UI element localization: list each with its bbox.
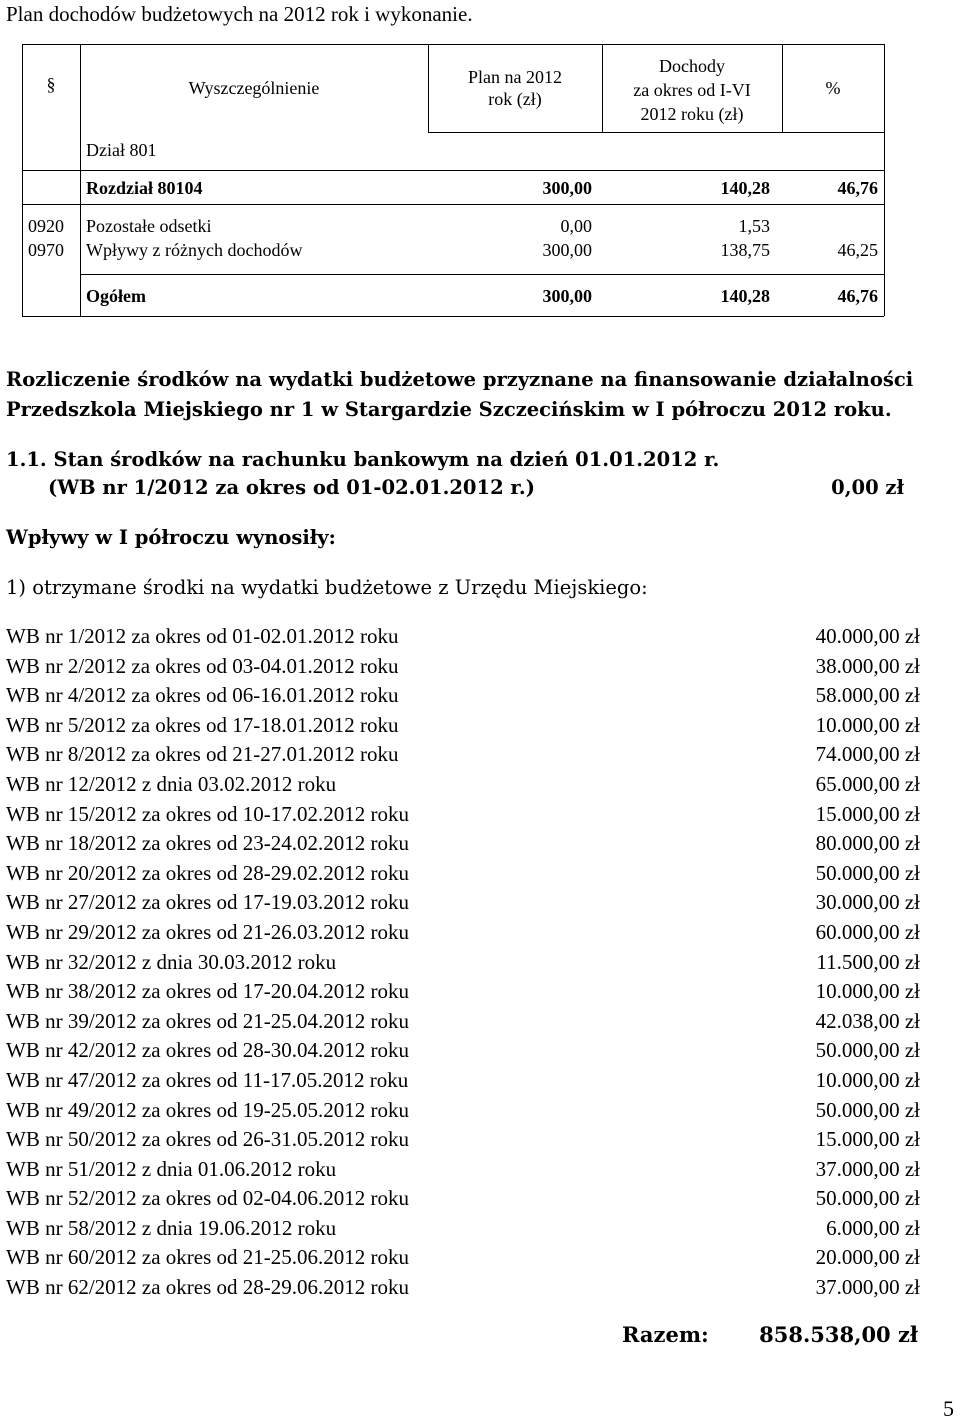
list-item — [6, 1245, 920, 1275]
list-item — [6, 772, 920, 802]
row-plan: 300,00 — [542, 240, 592, 260]
entry-description: WB nr 29/2012 za okres od 21-26.03.2012 roku — [6, 919, 410, 944]
list-item — [6, 1068, 920, 1098]
list-item — [6, 920, 920, 950]
entry-description: WB nr 4/2012 za okres od 06-16.01.2012 roku — [6, 683, 399, 708]
list-item — [6, 713, 920, 743]
total-label: Ogółem — [86, 286, 146, 306]
list-item — [6, 742, 920, 772]
entry-amount: 20.000,00 zł — [815, 1245, 920, 1270]
entry-amount: 50.000,00 zł — [815, 1038, 920, 1063]
list-item — [6, 683, 920, 713]
list-item — [6, 1127, 920, 1157]
settlement-heading-line1: Rozliczenie środków na wydatki budżetowe przyznane na finansowanie działalności — [6, 368, 914, 391]
page-number: 5 — [943, 1396, 954, 1421]
entry-amount: 10.000,00 zł — [815, 1067, 920, 1092]
entry-description: WB nr 18/2012 za okres od 23-24.02.2012 roku — [6, 831, 410, 856]
entry-amount: 80.000,00 zł — [815, 831, 920, 856]
entry-description: WB nr 51/2012 z dnia 01.06.2012 roku — [6, 1156, 337, 1181]
table-border-right — [884, 44, 885, 316]
rozdzial-plan: 300,00 — [542, 178, 592, 198]
header-paragraph: § — [46, 74, 56, 94]
list-item — [6, 890, 920, 920]
entry-amount: 38.000,00 zł — [815, 653, 920, 678]
header-percent: % — [825, 78, 841, 98]
entry-amount: 50.000,00 zł — [815, 1186, 920, 1211]
header-plan: Plan na 2012 rok (zł) — [468, 67, 562, 109]
page-title: Plan dochodów budżetowych na 2012 rok i wykonanie. — [6, 2, 473, 26]
row-code: 0920 — [28, 216, 64, 236]
entry-description: WB nr 42/2012 za okres od 28-30.04.2012 roku — [6, 1038, 410, 1063]
entry-amount: 50.000,00 zł — [815, 1097, 920, 1122]
entry-amount: 65.000,00 zł — [815, 771, 920, 796]
total-income: 140,28 — [720, 286, 770, 306]
entry-description: WB nr 47/2012 za okres od 11-17.05.2012 roku — [6, 1067, 409, 1092]
entry-description: WB nr 2/2012 za okres od 03-04.01.2012 roku — [6, 653, 399, 678]
list-item — [6, 1038, 920, 1068]
entry-amount: 40.000,00 zł — [815, 624, 920, 648]
entry-amount: 11.500,00 zł — [816, 949, 920, 974]
list-item — [6, 1186, 920, 1216]
entry-amount: 37.000,00 zł — [815, 1275, 920, 1300]
total-plan: 300,00 — [542, 286, 592, 306]
table-border-top — [22, 44, 884, 45]
entry-description: WB nr 20/2012 za okres od 28-29.02.2012 roku — [6, 860, 410, 885]
entry-amount: 58.000,00 zł — [815, 683, 920, 708]
entry-description: WB nr 58/2012 z dnia 19.06.2012 roku — [6, 1215, 337, 1240]
entry-amount: 50.000,00 zł — [815, 860, 920, 885]
entry-amount: 6.000,00 zł — [826, 1215, 920, 1240]
entry-description: WB nr 39/2012 za okres od 21-25.04.2012 roku — [6, 1008, 410, 1033]
dzial-label: Dział 801 — [86, 140, 157, 160]
entry-amount: 15.000,00 zł — [815, 801, 920, 826]
list-item — [6, 831, 920, 861]
income-heading: Wpływy w I półroczu wynosiły: — [6, 526, 336, 549]
table-header-underline — [428, 132, 884, 133]
rozdzial-income: 140,28 — [720, 178, 770, 198]
opening-balance: 0,00 zł — [831, 476, 904, 499]
entry-amount: 10.000,00 zł — [815, 979, 920, 1004]
entry-description: WB nr 12/2012 z dnia 03.02.2012 roku — [6, 771, 337, 796]
row-name: Pozostałe odsetki — [86, 216, 212, 236]
table-line-rozdzial — [22, 204, 884, 205]
list-item — [6, 1275, 920, 1305]
total-amount: 858.538,00 zł — [759, 1322, 918, 1347]
list-item — [6, 802, 920, 832]
entry-description: WB nr 27/2012 za okres od 17-19.03.2012 roku — [6, 890, 410, 915]
table-line-rows — [80, 274, 884, 275]
entry-description: WB nr 1/2012 za okres od 01-02.01.2012 roku — [6, 624, 399, 648]
entry-description: WB nr 15/2012 za okres od 10-17.02.2012 roku — [6, 801, 410, 826]
table-line-dzial — [22, 170, 884, 171]
entry-description: WB nr 60/2012 za okres od 21-25.06.2012 roku — [6, 1245, 410, 1270]
list-item — [6, 1098, 920, 1128]
list-item — [6, 861, 920, 891]
entry-description: WB nr 5/2012 za okres od 17-18.01.2012 roku — [6, 712, 399, 737]
row-name: Wpływy z różnych dochodów — [86, 240, 303, 260]
header-income: Dochody za okres od I-VI 2012 roku (zł) — [633, 56, 751, 124]
list-item — [6, 1157, 920, 1187]
entry-description: WB nr 8/2012 za okres od 21-27.01.2012 roku — [6, 742, 399, 767]
bank-statement-list — [6, 624, 920, 1305]
entry-amount: 30.000,00 zł — [815, 890, 920, 915]
total-percent: 46,76 — [837, 286, 878, 306]
entry-amount: 60.000,00 zł — [815, 919, 920, 944]
total-label: Razem: — [622, 1322, 709, 1347]
table-border-bottom — [22, 316, 884, 317]
entry-amount: 74.000,00 zł — [815, 742, 920, 767]
rozdzial-label: Rozdział 80104 — [86, 178, 203, 198]
row-code: 0970 — [28, 240, 64, 260]
row-plan: 0,00 — [560, 216, 592, 236]
list-item — [6, 1216, 920, 1246]
entry-amount: 42.038,00 zł — [815, 1008, 920, 1033]
entry-description: WB nr 38/2012 za okres od 17-20.04.2012 roku — [6, 979, 410, 1004]
balance-heading: 1.1. Stan środków na rachunku bankowym na dzień 01.01.2012 r. — [6, 448, 720, 471]
entry-description: WB nr 62/2012 za okres od 28-29.06.2012 roku — [6, 1275, 410, 1300]
entry-description: WB nr 52/2012 za okres od 02-04.06.2012 roku — [6, 1186, 410, 1211]
list-item — [6, 950, 920, 980]
entry-description: WB nr 50/2012 za okres od 26-31.05.2012 roku — [6, 1127, 410, 1152]
row-income: 138,75 — [720, 240, 770, 260]
rozdzial-percent: 46,76 — [837, 178, 878, 198]
row-income: 1,53 — [738, 216, 770, 236]
balance-subheading: (WB nr 1/2012 za okres od 01-02.01.2012 r.) — [48, 476, 535, 499]
list-item — [6, 1009, 920, 1039]
entry-amount: 10.000,00 zł — [815, 712, 920, 737]
entry-description: WB nr 32/2012 z dnia 30.03.2012 roku — [6, 949, 337, 974]
source-heading: 1) otrzymane środki na wydatki budżetowe z Urzędu Miejskiego: — [6, 576, 648, 599]
list-item — [6, 654, 920, 684]
header-item: Wyszczególnienie — [188, 78, 320, 98]
budget-income-table — [22, 44, 884, 316]
settlement-heading-line2: Przedszkola Miejskiego nr 1 w Stargardzie Szczecińskim w I półroczu 2012 roku. — [6, 398, 892, 421]
entry-description: WB nr 49/2012 za okres od 19-25.05.2012 roku — [6, 1097, 410, 1122]
list-item — [6, 979, 920, 1009]
row-percent: 46,25 — [837, 240, 878, 260]
entry-amount: 15.000,00 zł — [815, 1127, 920, 1152]
entry-amount: 37.000,00 zł — [815, 1156, 920, 1181]
list-item — [6, 624, 920, 654]
